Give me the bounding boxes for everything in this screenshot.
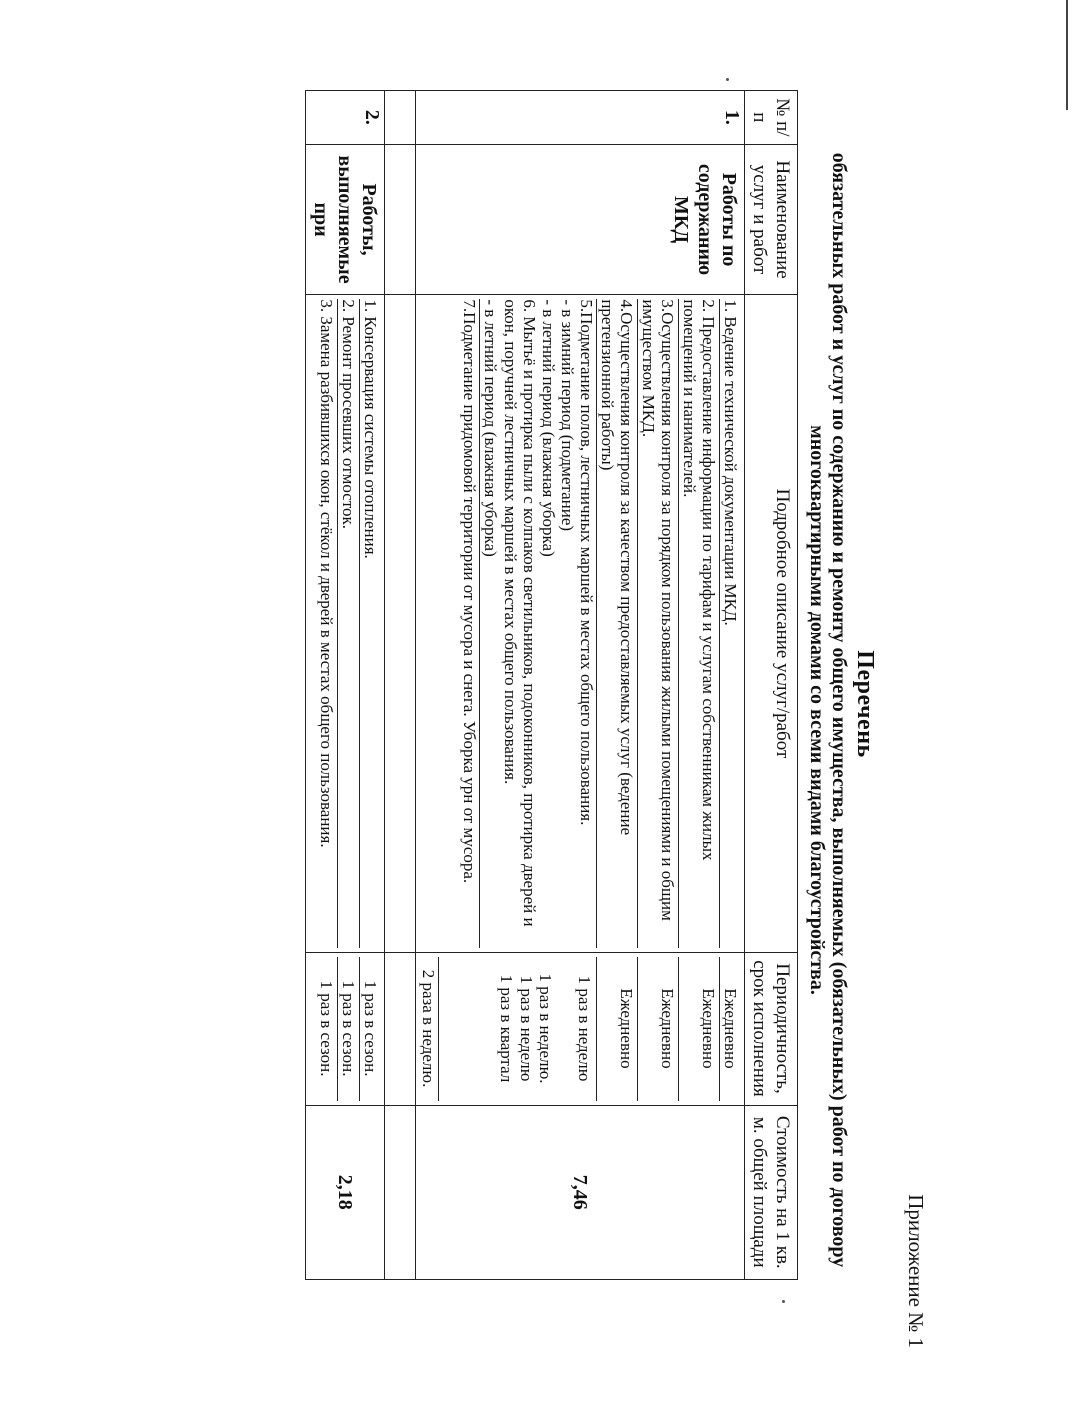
empty-cell xyxy=(385,1105,416,1279)
table-row-section-2 xyxy=(306,91,385,1280)
period-item: 1 раз в сезон. xyxy=(317,980,336,1077)
period-item: 1 раз в неделю xyxy=(517,975,536,1082)
period-item: 1 раз в квартал xyxy=(438,957,517,1101)
period-item: Ежедневно xyxy=(596,957,637,1101)
section-1-period xyxy=(416,952,745,1105)
section-2-period xyxy=(306,952,385,1105)
list-item: - в зимний период (подметание) xyxy=(558,299,577,532)
list-item: 5.Подметание полов, лестничных маршей в местах общего пользования. xyxy=(577,299,596,826)
section-2-description xyxy=(306,295,385,952)
header-name: Наименование услуг и работ xyxy=(745,144,798,295)
section-1-description xyxy=(416,295,745,952)
period-item: Ежедневно xyxy=(678,957,719,1101)
list-item: 7.Подметание придомовой территории от мусора и снега. Уборка урн от мусора. xyxy=(460,299,479,884)
list-item: 3.Осуществления контроля за порядком пользования жилыми помещениями и общим имуществом МКД. xyxy=(637,299,678,947)
list-item: - в летний период (влажная уборка) xyxy=(479,299,501,947)
header-num: № п/п xyxy=(745,91,798,145)
empty-cell xyxy=(385,295,416,952)
list-item: 2. Предоставление информации по тарифам и услугам собственникам жилых помещений и нанимателей. xyxy=(678,299,719,947)
list-item: 6. Мытьё и протирка пыли с колпаков светильников, подоконников, протирка дверей и окон, поручней лестничных маршей в местах общего пользования. xyxy=(501,299,539,927)
period-item: 1 раз в сезон. xyxy=(359,957,381,1101)
empty-cell xyxy=(385,952,416,1105)
section-1-name: Работы по содержанию МКД xyxy=(416,144,745,295)
section-2-num: 2. xyxy=(306,91,385,145)
header-description: Подробное описание услуг/работ xyxy=(745,295,798,952)
list-item: 3. Замена разбившихся окон, стёкол и дверей в местах общего пользования. xyxy=(317,299,336,848)
document-title: Перечень xyxy=(852,650,878,758)
header-cost: Стоимость на 1 кв. м. общей площади xyxy=(745,1105,798,1279)
period-item: 1 раз в неделю xyxy=(575,975,594,1082)
appendix-label: Приложение № 1 xyxy=(904,1194,928,1348)
table-row-section-1 xyxy=(416,91,745,1280)
section-1-cost: 7,46 xyxy=(416,1105,745,1279)
list-item: - в летний период (влажная уборка) xyxy=(539,299,558,557)
header-period: Периодичность, срок исполнения xyxy=(745,952,798,1105)
period-item: 1 раз в сезон. xyxy=(337,957,359,1101)
period-item: Ежедневно xyxy=(637,957,678,1101)
table-header-row xyxy=(745,91,798,1280)
period-item: 2 раза в неделю. xyxy=(419,969,438,1088)
document-subtitle: обязательных работ и услуг по содержанию и ремонту общего имущества, выполняемых (обязательных) работ по договору многоквартирными домами со всеми видами благоустройства. xyxy=(806,152,850,1268)
list-item: 2. Ремонт просевших отмосток. xyxy=(337,299,359,947)
period-item: 1 раз в неделю. xyxy=(536,973,555,1084)
list-item: 4.Осуществления контроля за качеством предоставляемых услуг (ведение претензионной работы) xyxy=(596,299,637,947)
list-item: 1. Ведение технической документации МКД. xyxy=(719,299,741,947)
section-1-num: 1. xyxy=(416,91,745,145)
empty-cell xyxy=(385,91,416,145)
section-2-name: Работы, выполняемые при xyxy=(306,144,385,295)
period-item: Ежедневно xyxy=(719,957,741,1101)
table-row-spacer xyxy=(385,91,416,1280)
works-table xyxy=(305,90,798,1280)
empty-cell xyxy=(385,144,416,295)
list-item: 1. Консервация системы отопления. xyxy=(359,299,381,947)
section-2-cost: 2,18 xyxy=(306,1105,385,1279)
